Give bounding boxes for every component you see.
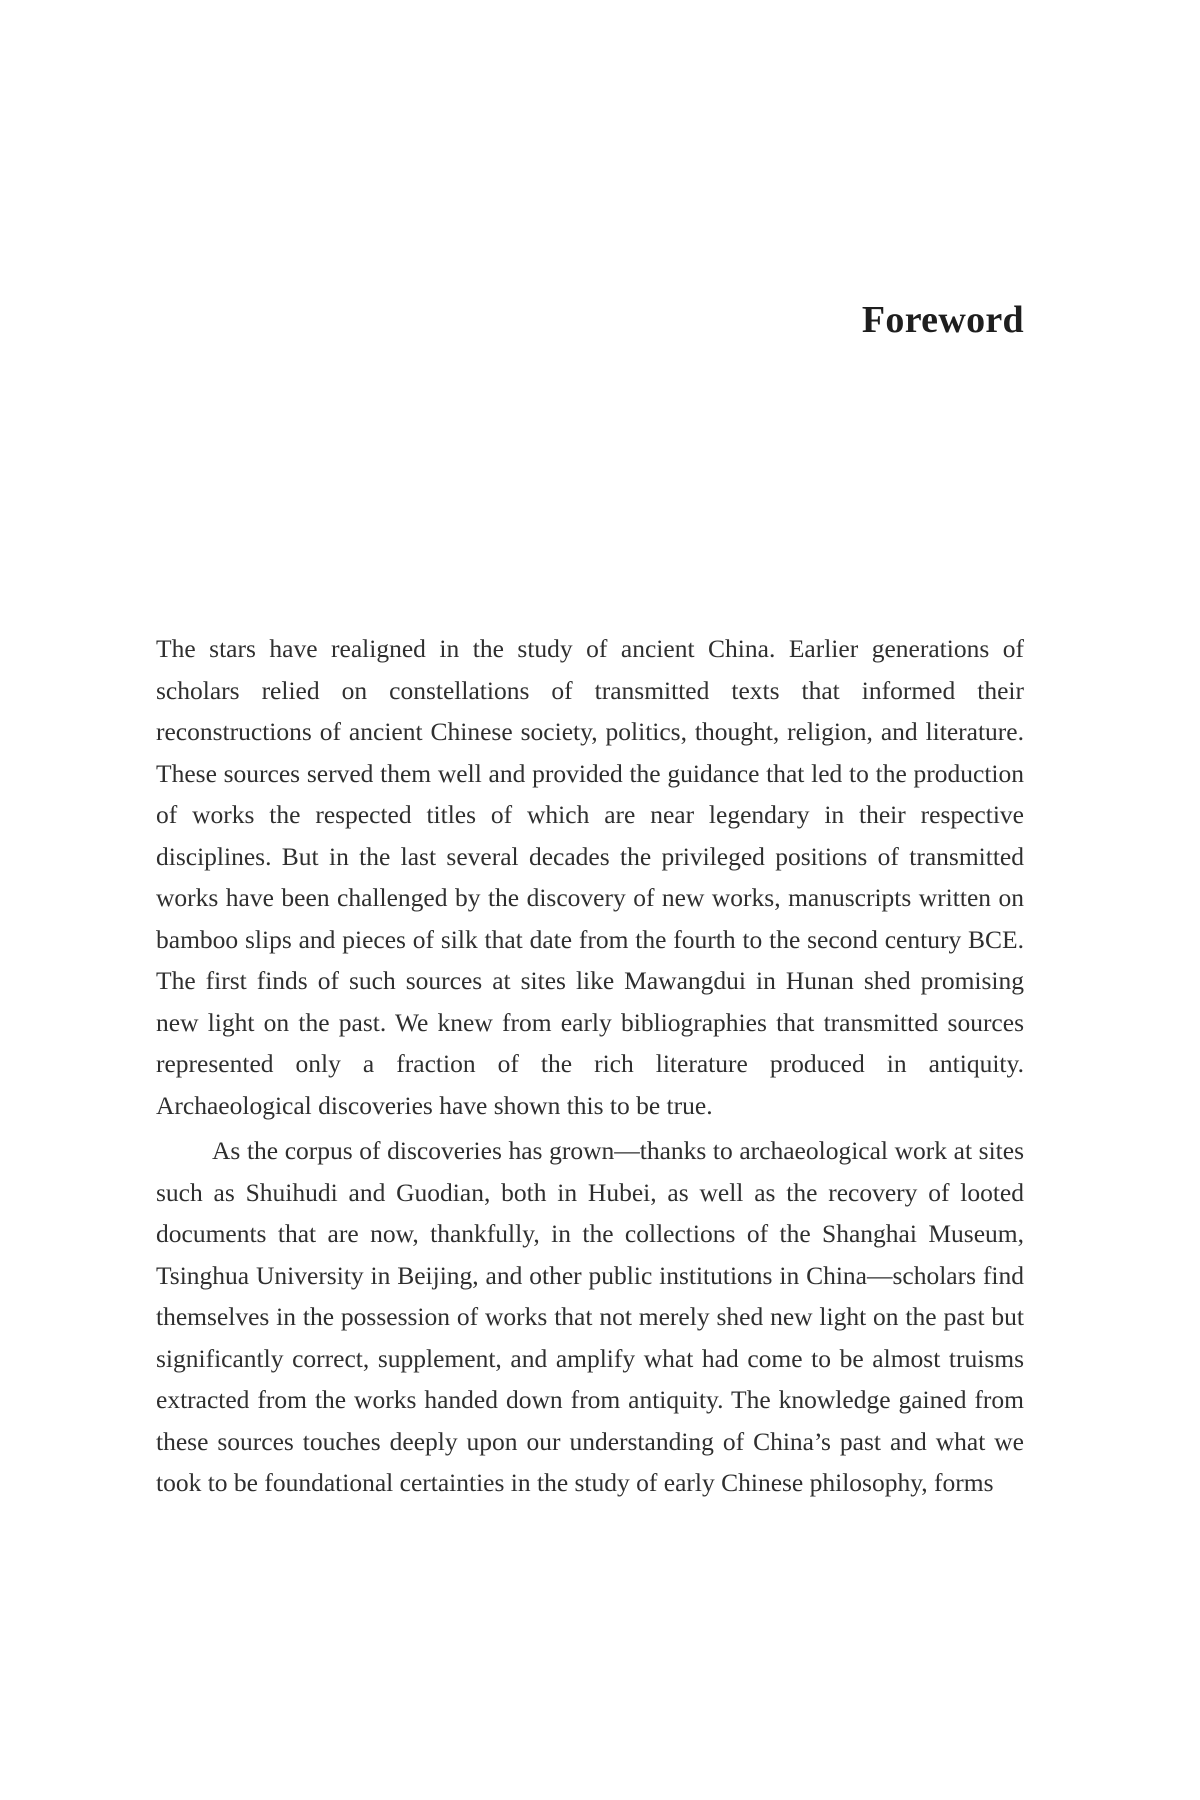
paragraph-1: The stars have realigned in the study of ancient China. Earlier generations of scholars relied on constellations of transmitted texts that informed their reconstructions of ancient Chinese society, politics, thought, religion, and literature. These sources served them well and provided the guidance that led to the production of works the respected titles of which are near legendary in their respective disciplines. But in the last several decades the privileged positions of transmitted works have been challenged by the discovery of new works, manuscripts written on bamboo slips and pieces of silk that date from the fourth to the second century BCE. The first finds of such sources at sites like Mawangdui in Hunan shed promising new light on the past. We knew from early bibliographies that transmitted sources represented only a fraction of the rich literature produced in antiquity. Archaeological discoveries have shown this to be true. <box>156 634 1024 1120</box>
paragraph-2: As the corpus of discoveries has grown—thanks to archaeological work at sites such as Shuihudi and Guodian, both in Hubei, as well as the recovery of looted documents that are now, thankfully, in the collections of the Shanghai Museum, Tsinghua University in Beijing, and other public institutions in China—scholars find themselves in the possession of works that not merely shed new light on the past but significantly correct, supplement, and amplify what had come to be almost truisms extracted from the works handed down from antiquity. The knowledge gained from these sources touches deeply upon our understanding of China’s past and what we took to be foundational certainties in the study of early Chinese philosophy, forms <box>156 1136 1024 1497</box>
chapter-title: Foreword <box>861 299 1024 341</box>
foreword-body <box>156 628 1024 1504</box>
